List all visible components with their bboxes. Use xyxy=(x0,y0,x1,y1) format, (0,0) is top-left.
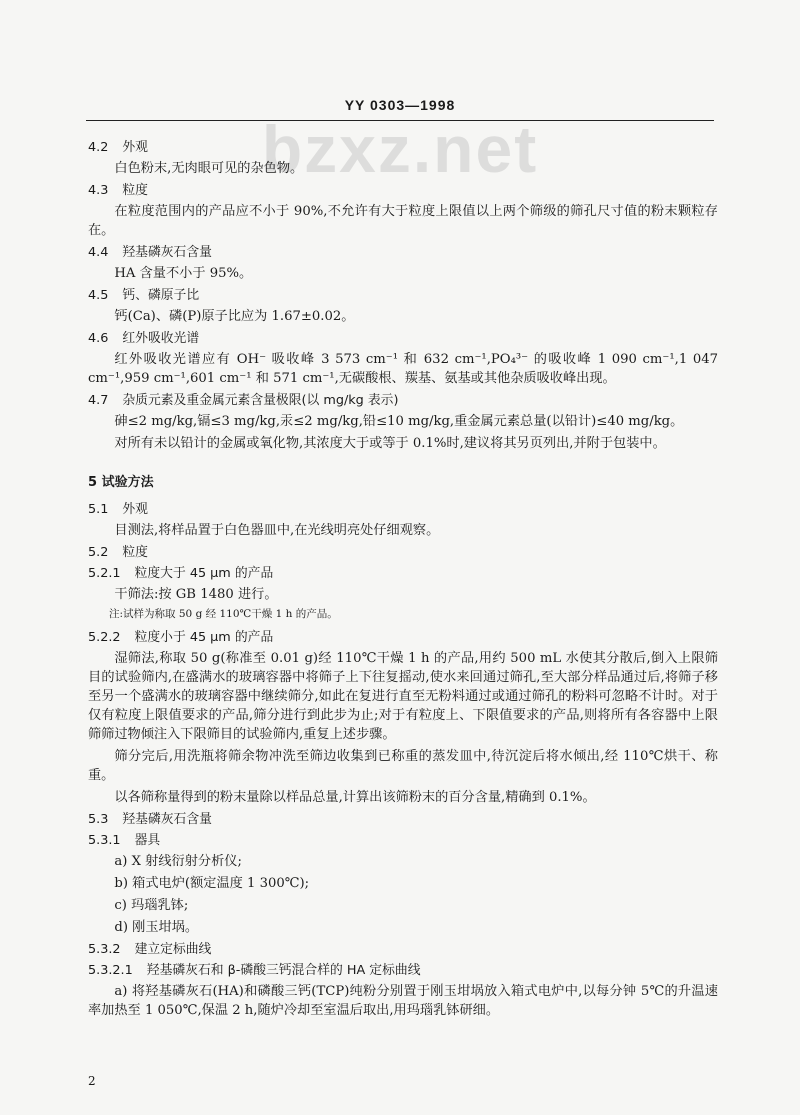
heading-4-2: 4.2 外观 xyxy=(88,140,148,155)
heading-5-1: 5.1 外观 xyxy=(88,502,148,517)
para-4-7-limits: 砷≤2 mg/kg,镉≤3 mg/kg,汞≤2 mg/kg,铅≤10 mg/kg,重金属元素总量(以铅计)≤40 mg/kg。 xyxy=(114,414,684,429)
para-4-6: 红外吸收光谱应有 OH⁻ 吸收峰 3 573 cm⁻¹ 和 632 cm⁻¹,PO₄³⁻ 的吸收峰 1 090 cm⁻¹,1 047 cm⁻¹,959 cm⁻¹,601 cm⁻¹ 和 571 cm⁻¹,无碳酸根、羰基、氨基或其他杂质吸收峰出现。 xyxy=(88,352,718,386)
heading-5-3-2: 5.3.2 建立定标曲线 xyxy=(88,942,212,957)
watermark: bzxz.net xyxy=(261,112,539,186)
para-4-4: HA 含量不小于 95%。 xyxy=(114,266,253,281)
list-item-5-3-1-d: d) 刚玉坩埚。 xyxy=(114,920,199,935)
heading-5-3: 5.3 羟基磷灰石含量 xyxy=(88,812,212,827)
heading-4-6: 4.6 红外吸收光谱 xyxy=(88,331,200,346)
heading-5-2-2: 5.2.2 粒度小于 45 μm 的产品 xyxy=(88,630,274,645)
para-4-3: 在粒度范围内的产品应不小于 90%,不允许有大于粒度上限值以上两个筛级的筛孔尺寸值的粉末颗粒存在。 xyxy=(88,204,718,238)
heading-5-3-1: 5.3.1 器具 xyxy=(88,833,161,848)
heading-5-2: 5.2 粒度 xyxy=(88,545,148,560)
page-header: YY 0303—1998 xyxy=(344,97,456,113)
para-5-2-1: 干筛法:按 GB 1480 进行。 xyxy=(114,587,278,602)
para-4-7-note: 对所有未以铅计的金属或氧化物,其浓度大于或等于 0.1%时,建议将其另页列出,并附于包装中。 xyxy=(114,436,666,451)
page-number: 2 xyxy=(88,1074,96,1088)
heading-5-3-2-1: 5.3.2.1 羟基磷灰石和 β-磷酸三钙混合样的 HA 定标曲线 xyxy=(88,963,421,978)
para-5-2-2-calculation: 以各筛称量得到的粉末量除以样品总量,计算出该筛粉末的百分含量,精确到 0.1%。 xyxy=(114,790,596,805)
note-5-2-1: 注:试样为称取 50 g 经 110℃干燥 1 h 的产品。 xyxy=(109,608,338,620)
para-4-5: 钙(Ca)、磷(P)原子比应为 1.67±0.02。 xyxy=(114,309,355,324)
para-5-3-2-1: a) 将羟基磷灰石(HA)和磷酸三钙(TCP)纯粉分别置于刚玉坩埚放入箱式电炉中,以每分钟 5℃的升温速率加热至 1 050℃,保温 2 h,随炉冷却至室温后取出,用玛瑙乳钵研细。 xyxy=(88,984,718,1018)
heading-4-3: 4.3 粒度 xyxy=(88,183,148,198)
list-item-5-3-1-c: c) 玛瑙乳钵; xyxy=(114,898,189,913)
para-5-2-2-wet-sieve: 湿筛法,称取 50 g(称准至 0.01 g)经 110℃干燥 1 h 的产品,用约 500 mL 水使其分散后,倒入上限筛目的试验筛内,在盛满水的玻璃容器中将筛子上下往复摇动,使水来回通过筛孔,至大部分样品通过后,将筛子移至另一个盛满水的玻璃容器中继续筛分,如此在复进行直至无粉料通过或通过筛孔的粉料可忽略不计时。对于仅有粒度上限值要求的产品,筛分进行到此步为止;对于有粒度上、下限值要求的产品,则将所有各容器中上限筛筛过物倾注入下限筛目的试验筛内,重复上述步骤。 xyxy=(88,651,718,742)
heading-4-5: 4.5 钙、磷原子比 xyxy=(88,288,200,303)
heading-5-2-1: 5.2.1 粒度大于 45 μm 的产品 xyxy=(88,566,274,581)
section-5-title: 5 试验方法 xyxy=(88,475,154,490)
page-content xyxy=(88,112,718,1023)
para-5-1: 目测法,将样品置于白色器皿中,在光线明亮处仔细观察。 xyxy=(114,523,440,538)
para-4-2: 白色粉末,无肉眼可见的杂色物。 xyxy=(114,161,304,176)
list-item-5-3-1-b: b) 箱式电炉(额定温度 1 300℃); xyxy=(114,876,310,891)
list-item-5-3-1-a: a) X 射线衍射分析仪; xyxy=(114,854,242,869)
heading-4-4: 4.4 羟基磷灰石含量 xyxy=(88,245,212,260)
para-5-2-2-drying: 筛分完后,用洗瓶将筛余物冲洗至筛边收集到已称重的蒸发皿中,待沉淀后将水倾出,经 110℃烘干、称重。 xyxy=(88,749,718,783)
heading-4-7: 4.7 杂质元素及重金属元素含量极限(以 mg/kg 表示) xyxy=(88,393,399,408)
